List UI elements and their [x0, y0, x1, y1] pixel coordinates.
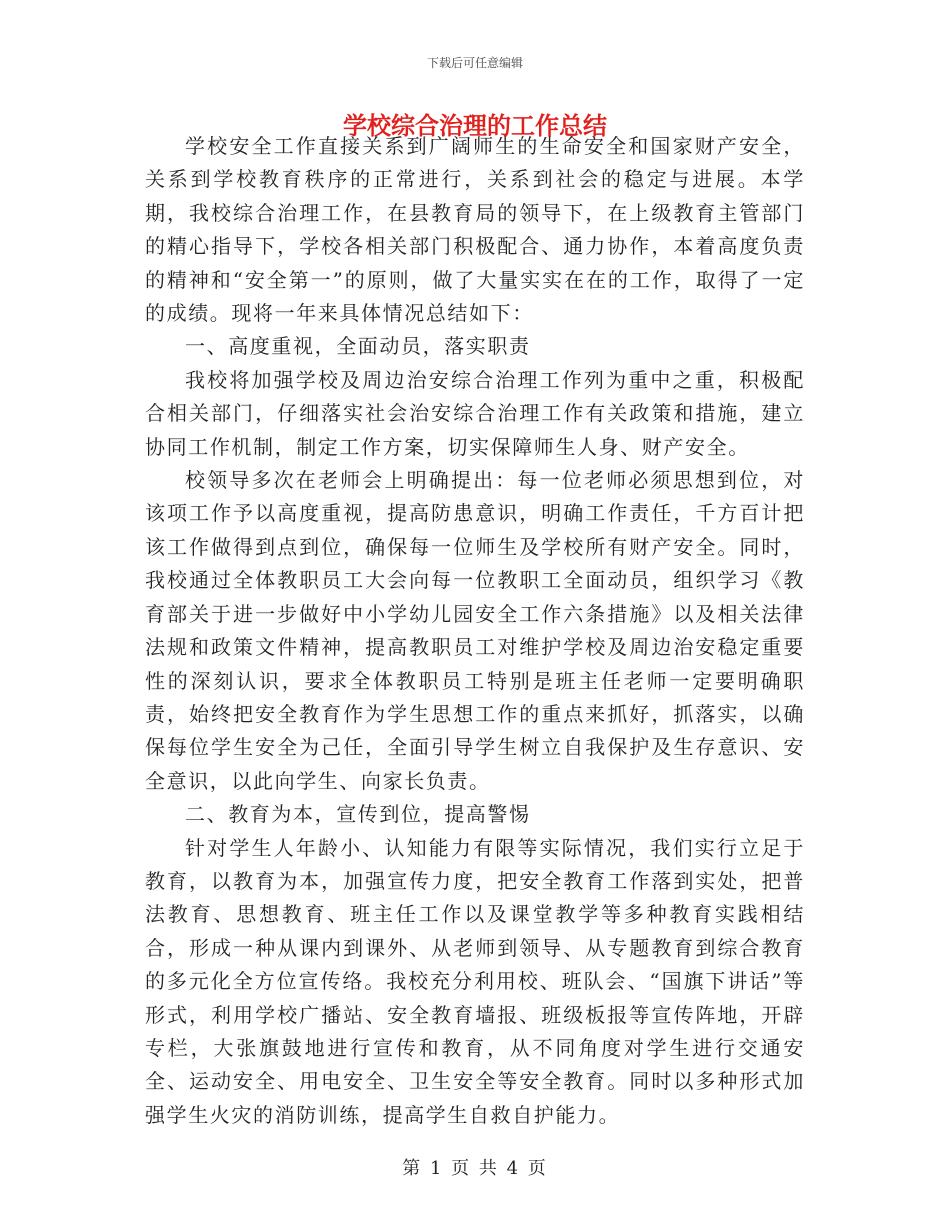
header-note: 下载后可任意编辑	[426, 56, 523, 70]
section-heading: 二、教育为本，宣传到位，提高警惕	[185, 802, 531, 827]
paragraph: 我校将加强学校及周边治安综合治理工作列为重中之重，积极配合相关部门，仔细落实社会治安综合治理工作有关政策和措施，建立协同工作机制，制定工作方案，切实保障师生人身、财产安全。	[145, 367, 805, 459]
paragraph: 学校安全工作直接关系到广阔师生的生命安全和国家财产安全，关系到学校教育秩序的正常进行，关系到社会的稳定与进展。本学期，我校综合治理工作，在县教育局的领导下，在上级教育主管部门的精心指导下，学校各相关部门积极配合、通力协作，本着高度负责的精神和“安全第一”的原则，做了大量实实在在的工作，取得了一定的成绩。现将一年来具体情况总结如下：	[145, 134, 805, 326]
section-heading: 一、高度重视，全面动员，落实职责	[185, 334, 531, 359]
paragraph: 校领导多次在老师会上明确提出：每一位老师必须思想到位，对该项工作予以高度重视，提高防患意识，明确工作责任，千方百计把该工作做得到点到位，确保每一位师生及学校所有财产安全。同时，我校通过全体教职员工大会向每一位教职工全面动员，组织学习《教育部关于进一步做好中小学幼儿园安全工作六条措施》以及相关法律法规和政策文件精神，提高教职员工对维护学校及周边治安稳定重要性的深刻认识，要求全体教职员工特别是班主任老师一定要明确职责，始终把安全教育作为学生思想工作的重点来抓好，抓落实，以确保每位学生安全为己任，全面引导学生树立自我保护及生存意识、安全意识，以此向学生、向家长负责。	[145, 468, 805, 793]
paragraph: 针对学生人年龄小、认知能力有限等实际情况，我们实行立足于教育，以教育为本，加强宣传力度，把安全教育工作落到实处，把普法教育、思想教育、班主任工作以及课堂教学等多种教育实践相结合，形成一种从课内到课外、从老师到领导、从专题教育到综合教育的多元化全方位宣传络。我校充分利用校、班队会、“国旗下讲话”等形式，利用学校广播站、安全教育墙报、班级板报等宣传阵地，开辟专栏，大张旗鼓地进行宣传和教育，从不同角度对学生进行交通安全、运动安全、用电安全、卫生安全等安全教育。同时以多种形式加强学生火灾的消防训练，提高学生自救自护能力。	[145, 835, 805, 1127]
document-body	[145, 130, 805, 1132]
page-footer: 第 1 页 共 4 页	[402, 1158, 548, 1179]
document-title: 学校综合治理的工作总结	[343, 112, 607, 140]
